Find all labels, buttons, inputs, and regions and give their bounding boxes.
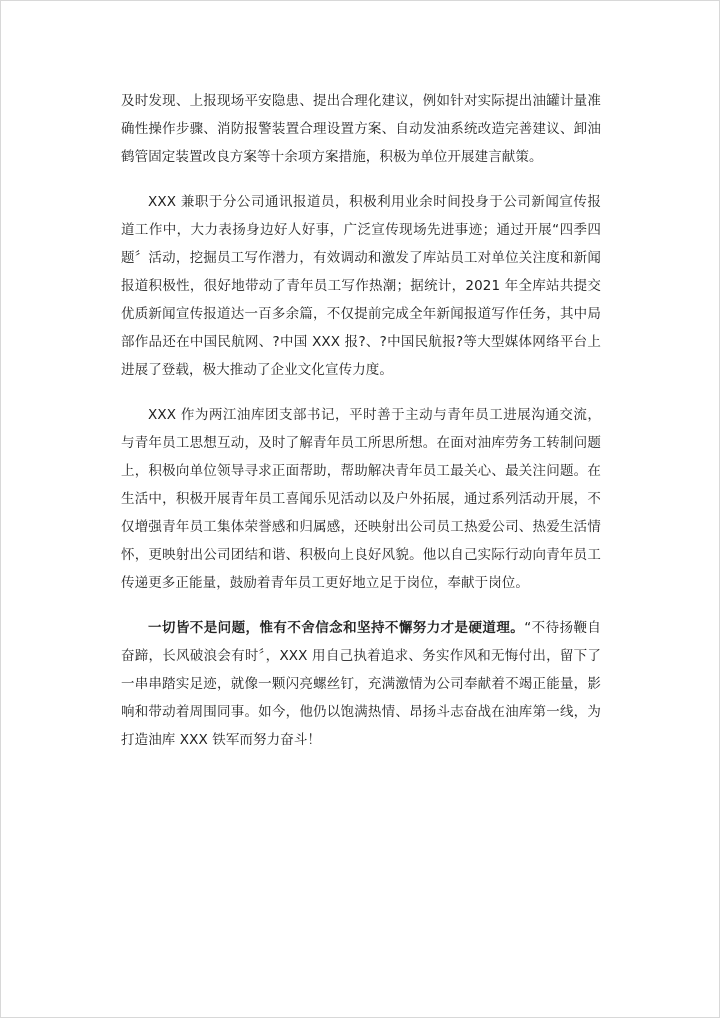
paragraph-3: XXX 作为两江油库团支部书记，平时善于主动与青年员工进展沟通交流，与青年员工思想互动，及时了解青年员工所思所想。在面对油库劳务工转制问题上，积极向单位领导寻求正面帮助，帮助解决青年员工最关心、最关注问题。在生活中，积极开展青年员工喜闻乐见活动以及户外拓展，通过系列活动开展，不仅增强青年员工集体荣誉感和归属感，还映射出公司员工热爱公司、热爱生活情怀，更映射出公司团结和谐、积极向上良好风貌。他以自己实际行动向青年员工传递更多正能量，鼓励着青年员工更好地立足于岗位，奉献于岗位。 [121,407,601,591]
document-body [121,87,601,771]
paragraph-4-text: “不待扬鞭自奋蹄，长风破浪会有时〞，XXX 用自己执着追求、务实作风和无悔付出，留下了一串串踏实足迹，就像一颗闪亮螺丝钉，充满激情为公司奉献着不竭正能量，影响和带动着周围同事。如今，他仍以饱满热情、昂扬斗志奋战在油库第一线，为打造油库 XXX 铁军而努力奋斗！ [121,620,602,748]
paragraph-4 [121,614,601,754]
paragraph-4-lead: 一切皆不是问题，惟有不舍信念和坚持不懈努力才是硬道理。 [148,620,525,636]
paragraph-1: 及时发现、上报现场平安隐患、提出合理化建议，例如针对实际提出油罐计量准确性操作步骤、消防报警装置合理设置方案、自动发油系统改造完善建议、卸油鹤管固定装置改良方案等十余项方案措施，积极为单位开展建言献策。 [121,93,601,165]
paragraph-2: XXX 兼职于分公司通讯报道员，积极利用业余时间投身于公司新闻宣传报道工作中，大力表扬身边好人好事，广泛宣传现场先进事迹；通过开展“四季四题〞活动，挖掘员工写作潜力，有效调动和激发了库站员工对单位关注度和新闻报道积极性，很好地带动了青年员工写作热潮；据统计，2021 年全库站共提交优质新闻宣传报道达一百多余篇，不仅提前完成全年新闻报道写作任务，其中局部作品还在中国民航网、?中国 XXX 报?、?中国民航报?等大型媒体网络平台上进展了登载，极大推动了企业文化宣传力度。 [121,194,601,378]
